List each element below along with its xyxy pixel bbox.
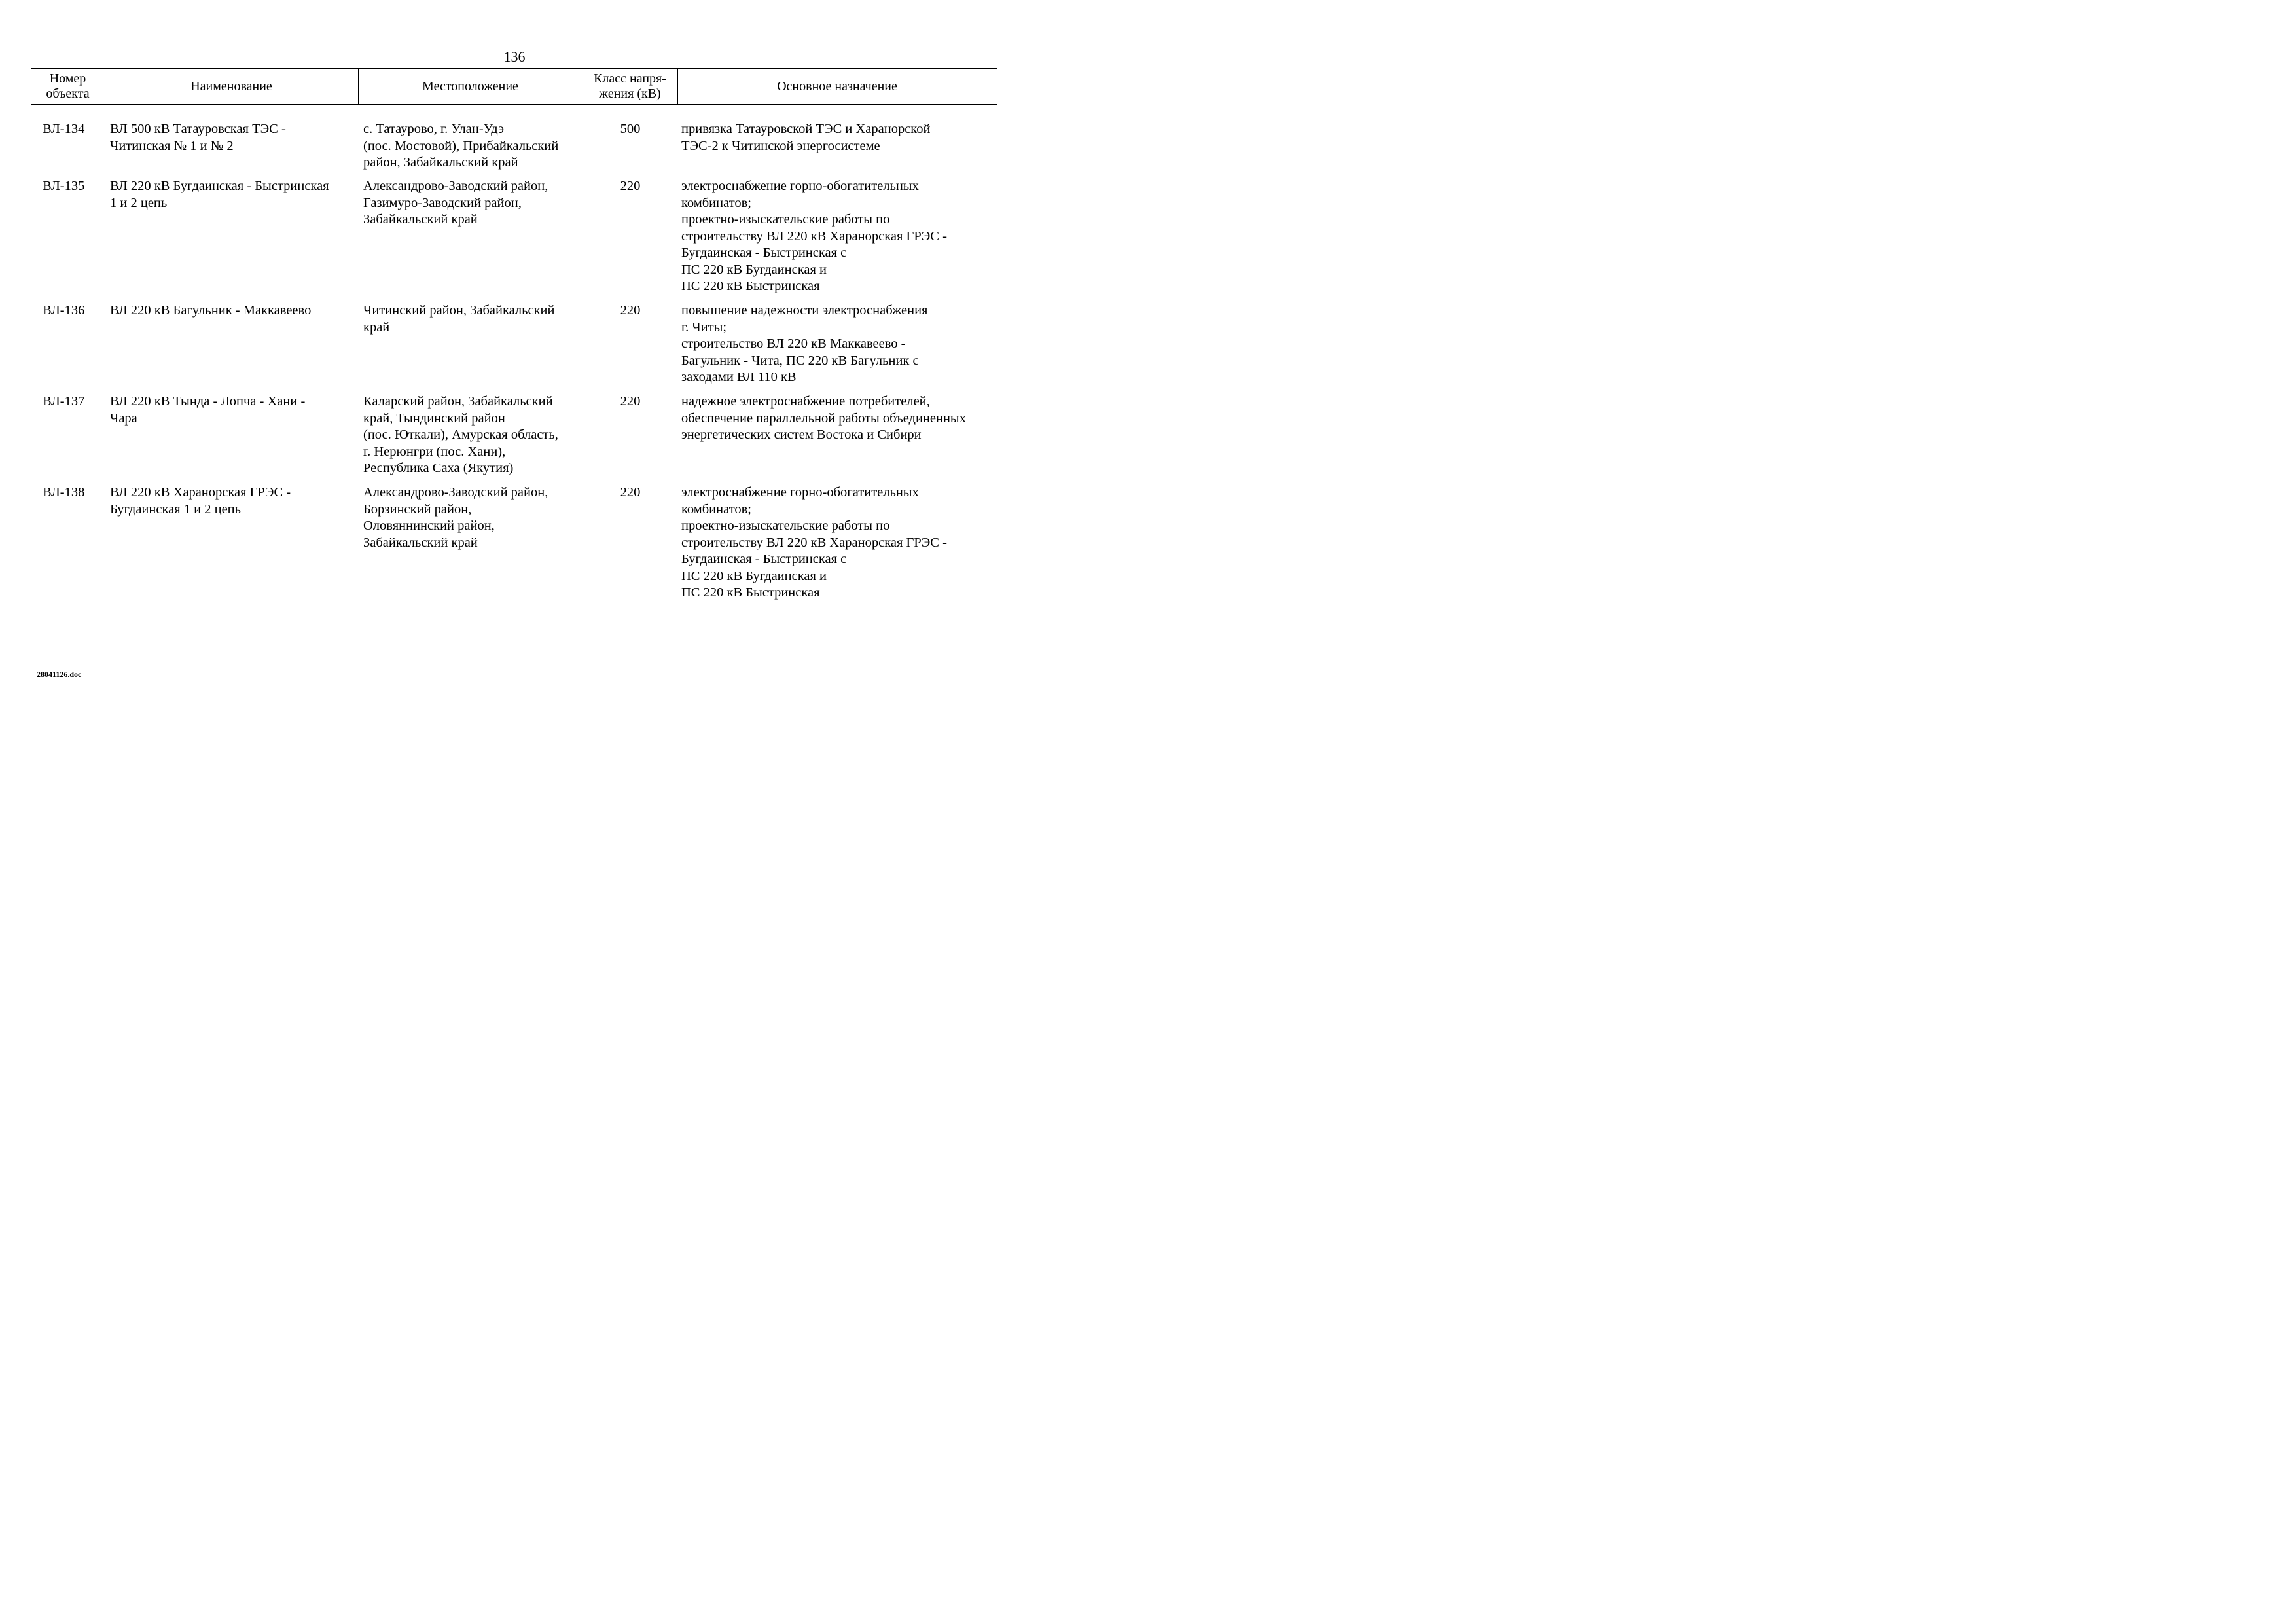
header-purpose: Основное назначение xyxy=(777,79,897,94)
page-number: 136 xyxy=(503,48,526,65)
header-voltage: Класс напря- жения (кВ) xyxy=(594,71,666,101)
row-code: ВЛ-137 xyxy=(43,394,85,409)
row-code: ВЛ-134 xyxy=(43,122,85,136)
row-name: ВЛ 220 кВ Тында - Лопча - Хани - Чара xyxy=(110,394,306,426)
row-code: ВЛ-138 xyxy=(43,485,85,500)
row-code: ВЛ-136 xyxy=(43,303,85,318)
row-location: Каларский район, Забайкальский край, Тындинский район (пос. Юткали), Амурская область, г. Нерюнгри (пос. Хани), Республика Саха (Якутия) xyxy=(363,394,558,475)
row-name: ВЛ 220 кВ Харанорская ГРЭС - Бугдаинская 1 и 2 цепь xyxy=(110,485,291,517)
row-voltage: 220 xyxy=(620,394,641,409)
row-code: ВЛ-135 xyxy=(43,179,85,193)
header-location: Местоположение xyxy=(422,79,518,94)
document-filename: 28041126.doc xyxy=(37,670,82,679)
row-purpose: электроснабжение горно-обогатительных комбинатов; проектно-изыскательские работы по строительству ВЛ 220 кВ Харанорская ГРЭС - Бугдаинская - Быстринская с ПС 220 кВ Бугдаинская и ПС 220 кВ Быстринская xyxy=(681,179,947,293)
row-location: с. Татаурово, г. Улан-Удэ (пос. Мостовой), Прибайкальский район, Забайкальский край xyxy=(363,122,559,170)
row-voltage: 220 xyxy=(620,179,641,193)
row-purpose: повышение надежности электроснабжения г. Читы; строительство ВЛ 220 кВ Маккавеево - Багульник - Чита, ПС 220 кВ Багульник с заходами ВЛ 110 кВ xyxy=(681,303,928,384)
row-voltage: 220 xyxy=(620,303,641,318)
row-name: ВЛ 500 кВ Татауровская ТЭС - Читинская № 1 и № 2 xyxy=(110,122,286,153)
header-name: Наименование xyxy=(190,79,272,94)
row-voltage: 500 xyxy=(620,122,641,136)
row-location: Александрово-Заводский район, Газимуро-Заводский район, Забайкальский край xyxy=(363,179,548,227)
row-purpose: электроснабжение горно-обогатительных комбинатов; проектно-изыскательские работы по строительству ВЛ 220 кВ Харанорская ГРЭС - Бугдаинская - Быстринская с ПС 220 кВ Бугдаинская и ПС 220 кВ Быстринская xyxy=(681,485,947,600)
row-name: ВЛ 220 кВ Багульник - Маккавеево xyxy=(110,303,312,318)
row-location: Александрово-Заводский район, Борзинский район, Оловяннинский район, Забайкальский край xyxy=(363,485,548,550)
row-purpose: надежное электроснабжение потребителей, обеспечение параллельной работы объединенных энергетических систем Востока и Сибири xyxy=(681,394,966,442)
header-number: Номер объекта xyxy=(46,71,90,101)
row-voltage: 220 xyxy=(620,485,641,500)
table-header xyxy=(31,68,997,105)
row-purpose: привязка Татауровской ТЭС и Харанорской ТЭС-2 к Читинской энергосистеме xyxy=(681,122,931,153)
row-name: ВЛ 220 кВ Бугдаинская - Быстринская 1 и 2 цепь xyxy=(110,179,329,210)
row-location: Читинский район, Забайкальский край xyxy=(363,303,555,335)
